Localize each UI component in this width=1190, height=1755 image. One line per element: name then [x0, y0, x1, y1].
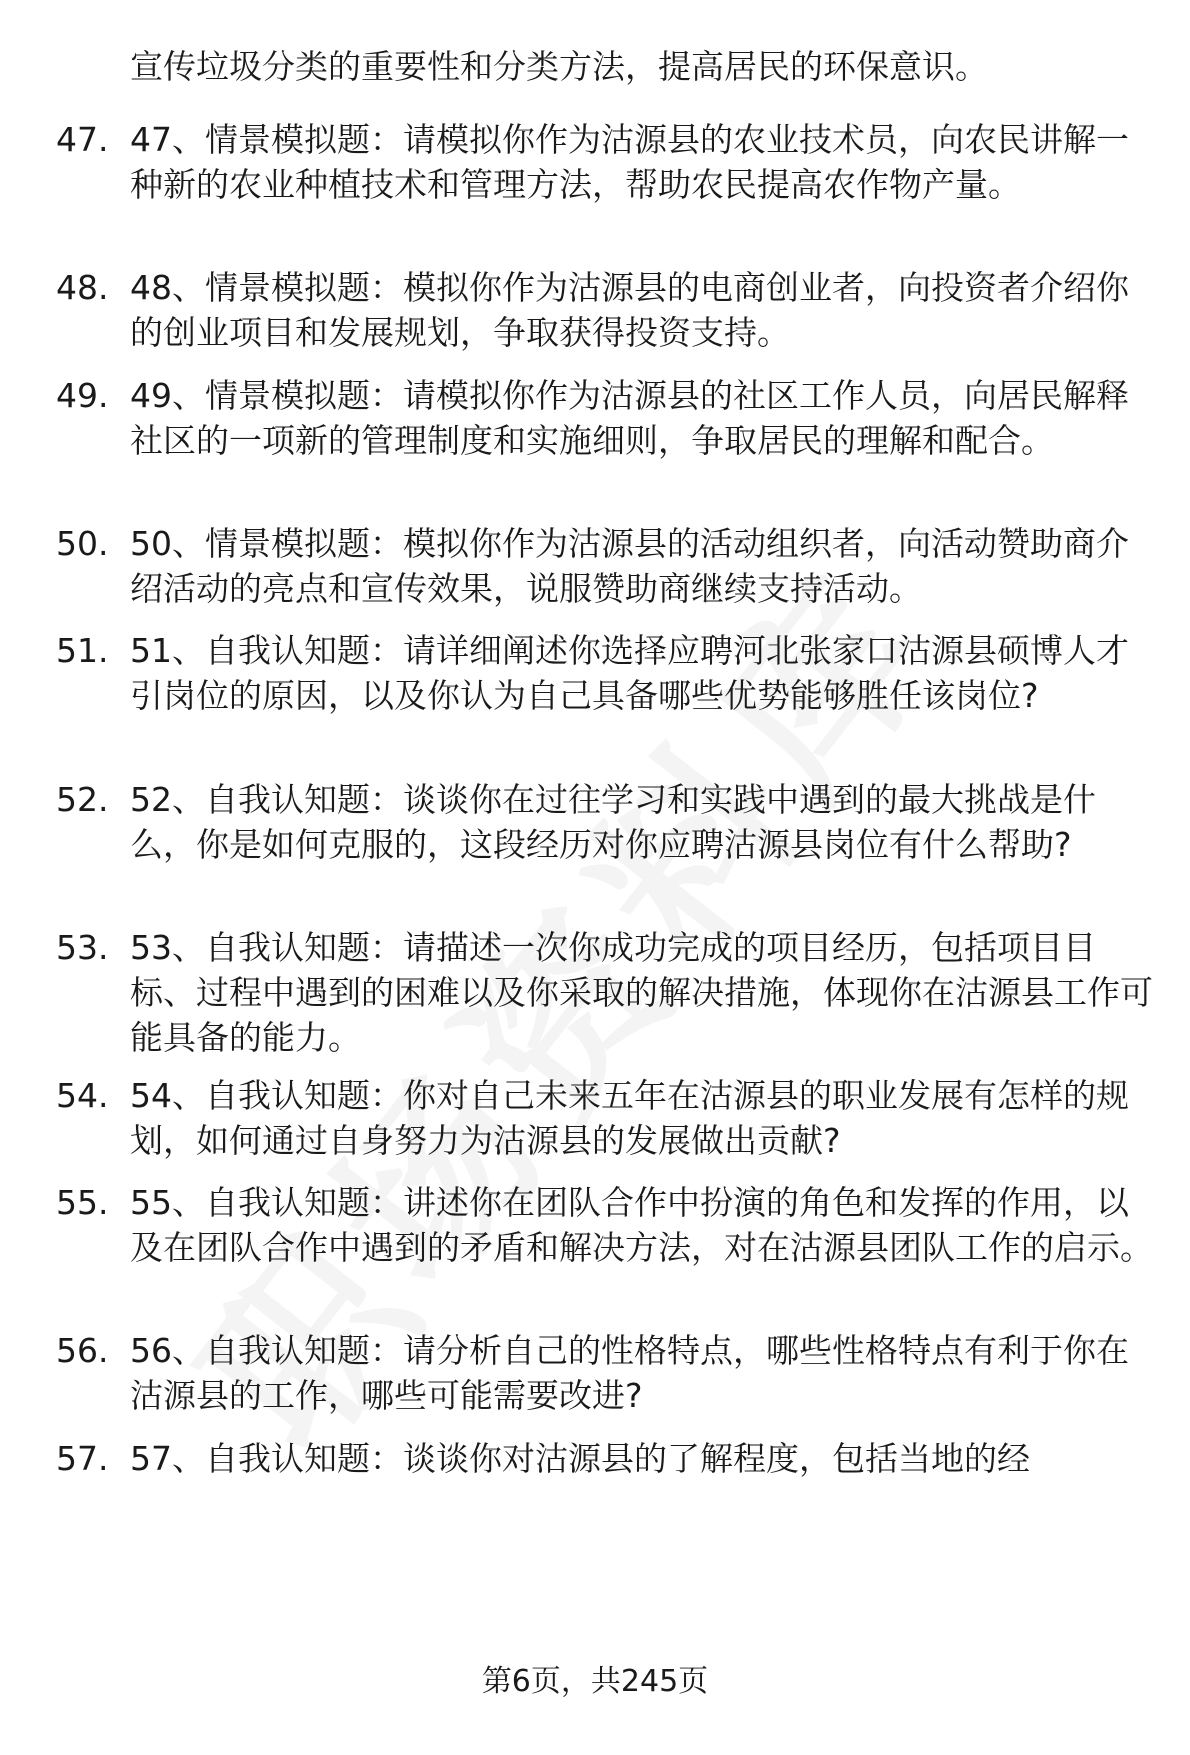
item-text: 50、情景模拟题：模拟你作为沽源县的活动组织者，向活动赞助商介绍活动的亮点和宣传效果，说服赞助商继续支持活动。 [130, 524, 1129, 608]
item-number: 54. [56, 1076, 109, 1115]
item-text: 52、自我认知题：谈谈你在过往学习和实践中遇到的最大挑战是什么，你是如何克服的，这段经历对你应聘沽源县岗位有什么帮助? [130, 780, 1096, 864]
item-text: 51、自我认知题：请详细阐述你选择应聘河北张家口沽源县硕博人才引岗位的原因，以及你认为自己具备哪些优势能够胜任该岗位? [130, 631, 1129, 715]
item-number: 48. [56, 268, 109, 307]
item-number: 53. [56, 928, 109, 967]
item-number: 50. [56, 524, 109, 563]
item-text: 56、自我认知题：请分析自己的性格特点，哪些性格特点有利于你在沽源县的工作，哪些可能需要改进? [130, 1331, 1129, 1415]
item-number: 47. [56, 120, 109, 159]
item-text: 49、情景模拟题：请模拟你作为沽源县的社区工作人员，向居民解释社区的一项新的管理制度和实施细则，争取居民的理解和配合。 [130, 376, 1129, 460]
item-text: 47、情景模拟题：请模拟你作为沽源县的农业技术员，向农民讲解一种新的农业种植技术和管理方法，帮助农民提高农作物产量。 [130, 120, 1129, 204]
item-number: 51. [56, 631, 109, 670]
item-number: 56. [56, 1331, 109, 1370]
page-footer: 第6页，共245页 [481, 1664, 709, 1699]
item-number: 49. [56, 376, 109, 415]
item-number: 52. [56, 780, 109, 819]
item-text: 55、自我认知题：讲述你在团队合作中扮演的角色和发挥的作用，以及在团队合作中遇到的矛盾和解决方法，对在沽源县团队工作的启示。 [130, 1183, 1153, 1267]
item-text: 54、自我认知题：你对自己未来五年在沽源县的职业发展有怎样的规划，如何通过自身努力为沽源县的发展做出贡献? [130, 1076, 1129, 1160]
continuation-text: 宣传垃圾分类的重要性和分类方法，提高居民的环保意识。 [130, 47, 988, 86]
item-text: 57、自我认知题：谈谈你对沽源县的了解程度，包括当地的经 [130, 1439, 1030, 1478]
item-text: 48、情景模拟题：模拟你作为沽源县的电商创业者，向投资者介绍你的创业项目和发展规划，争取获得投资支持。 [130, 268, 1129, 352]
item-text: 53、自我认知题：请描述一次你成功完成的项目经历，包括项目目标、过程中遇到的困难以及你采取的解决措施，体现你在沽源县工作可能具备的能力。 [130, 928, 1153, 1057]
item-number: 57. [56, 1439, 109, 1478]
item-number: 55. [56, 1183, 109, 1222]
